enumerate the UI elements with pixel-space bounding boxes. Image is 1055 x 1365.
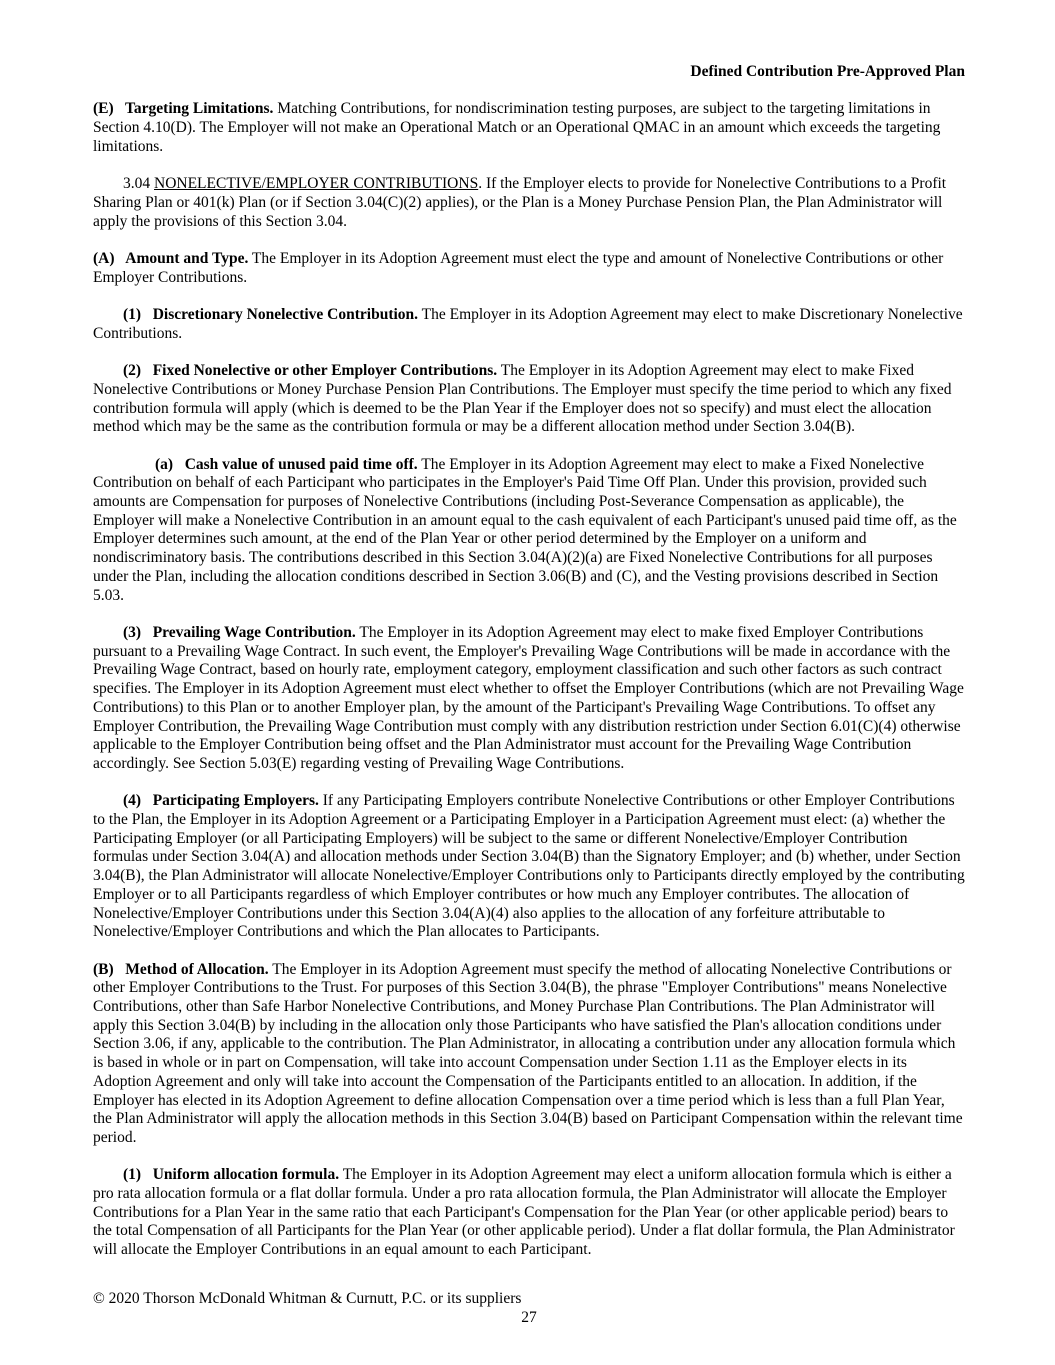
paragraph-a4-heading: (4) Participating Employers. bbox=[123, 792, 319, 810]
paragraph-a2-heading: (2) Fixed Nonelective or other Employer Contributions. bbox=[123, 362, 498, 380]
page-number: 27 bbox=[521, 1309, 537, 1326]
page-footer bbox=[93, 1289, 965, 1327]
paragraph-a2-body: The Employer in its Adoption Agreement may elect to make Fixed Nonelective Contributions or Money Purchase Pension Plan Contributions. The Employer must specify the time period to which any fixed contribution formula will apply (which is deemed to be the Plan Year if the Employer does not so specify) and must elect the allocation method which may be the same as the contribution formula or may be a different allocation method under Section 3.04(B). bbox=[93, 362, 956, 436]
paragraph-a2a-heading: (a) Cash value of unused paid time off. bbox=[155, 455, 418, 473]
paragraph-b1-body: The Employer in its Adoption Agreement may elect a uniform allocation formula which is either a pro rata allocation formula or a flat dollar formula. Under a pro rata allocation formula, the Plan Administrator will allocate the Employer Contributions for a Plan Year in the same ratio that each Participant's Compensation for the Plan Year (or other applicable period) bears to the total Compensation of all Participants for the Plan Year (or other applicable period). Under a flat dollar formula, the Plan Administrator will allocate the Employer Contributions in an equal amount to each Participant. bbox=[93, 1166, 959, 1259]
paragraph-a-amount-and-type bbox=[93, 250, 965, 287]
paragraph-a1-discretionary-nonelective bbox=[93, 306, 965, 343]
paragraph-a1-body: The Employer in its Adoption Agreement may elect to make Discretionary Nonelective Contributions. bbox=[93, 306, 967, 342]
copyright-line: © 2020 Thorson McDonald Whitman & Curnutt, P.C. or its suppliers bbox=[93, 1290, 522, 1307]
paragraph-a2a-body: The Employer in its Adoption Agreement may elect to make a Fixed Nonelective Contribution on behalf of each Participant who participates in the Employer's Paid Time Off Plan. Under this provision, provided such amounts are Compensation for purposes of Nonelective Contributions (including Post-Severance Compensation as applicable), the Employer will make a Nonelective Contribution in an amount equal to the cash equivalent of each Participant's unused paid time off, as the Employer determines such amount, at the end of the Plan Year or other period determined by the Employer on a uniform and nondiscriminatory basis. The contributions described in this Section 3.04(A)(2)(a) are Fixed Nonelective Contributions for all purposes under the Plan, including the allocation conditions described in Section 3.06(B) and (C), and the Vesting provisions described in Section 5.03. bbox=[93, 455, 961, 604]
paragraph-a3-heading: (3) Prevailing Wage Contribution. bbox=[123, 623, 356, 641]
paragraph-a4-participating-employers bbox=[93, 792, 969, 942]
paragraph-e-heading: (E) Targeting Limitations. bbox=[93, 100, 274, 118]
paragraph-b-method-of-allocation bbox=[93, 961, 965, 1148]
paragraph-b-body: The Employer in its Adoption Agreement must specify the method of allocating Nonelective Contributions or other Employer Contributions to the Trust. For purposes of this Section 3.04(B), the phrase "Employer Contributions" means Nonelective Contributions, other than Safe Harbor Nonelective Contributions, and Money Purchase Plan Contributions. The Plan Administrator will apply this Section 3.04(B) by including in the allocation only those Participants who have satisfied the Plan's allocation conditions under Section 3.06, if any, applicable to the contribution. The Plan Administrator, in allocating a contribution under any allocation formula which is based in whole or in part on Compensation, will take into account Compensation under Section 1.11 as the Employer elects in its Adoption Agreement and only will take into account the Compensation of the Participants entitled to an allocation. In addition, if the Employer has elected in its Adoption Agreement to define allocation Compensation over a time period which is less than a full Plan Year, the Plan Administrator will apply the allocation methods in this Section 3.04(B) based on Participant Compensation within the relevant time period. bbox=[93, 960, 967, 1146]
paragraph-e-body: Matching Contributions, for nondiscrimination testing purposes, are subject to the targeting limitations in Section 4.10(D). The Employer will not make an Operational Match or an Operational QMAC in an amount which exceeds the targeting limitations. bbox=[93, 100, 945, 155]
paragraph-a-body: The Employer in its Adoption Agreement must elect the type and amount of Nonelective Contributions or other Employer Contributions. bbox=[93, 249, 948, 286]
paragraph-a4-body: If any Participating Employers contribute Nonelective Contributions or other Employer Contributions to the Plan, the Employer in its Adoption Agreement or a Participating Employer in a Participation Agreement must elect: (a) whether the Participating Employer (or all Participating Employers) will be subject to the same or different Nonelective/Employer Contribution formulas under Section 3.04(A) and allocation methods under Section 3.04(B) than the Signatory Employer; and (b) whether, under Section 3.04(B), the Plan Administrator will allocate Nonelective/Employer Contributions only to Participants directly employed by the contributing Employer or to all Participants regardless of which Employer contributes or how much any Employer contributes. The allocation of Nonelective/Employer Contributions under this Section 3.04(A)(4) also applies to the allocation of any forfeiture attributable to Nonelective/Employer Contributions and which the Plan allocates to Participants. bbox=[93, 792, 969, 941]
page-header-title: Defined Contribution Pre-Approved Plan bbox=[690, 63, 965, 80]
paragraph-3-04-nonelective-employer-contributions bbox=[93, 175, 965, 231]
paragraph-b-heading: (B) Method of Allocation. bbox=[93, 960, 269, 978]
paragraph-3-04-body: . If the Employer elects to provide for Nonelective Contributions to a Profit Sharing Plan or 401(k) Plan (or if Section 3.04(C)(2) applies), or the Plan is a Money Purchase Pension Plan, the Plan Administrator will apply the provisions of this Section 3.04. bbox=[93, 175, 950, 230]
paragraph-b1-heading: (1) Uniform allocation formula. bbox=[123, 1166, 340, 1184]
paragraph-a-heading: (A) Amount and Type. bbox=[93, 249, 249, 267]
section-title-underlined: NONELECTIVE/EMPLOYER CONTRIBUTIONS bbox=[154, 175, 479, 193]
paragraph-b1-uniform-allocation-formula bbox=[93, 1166, 965, 1260]
paragraph-a2-fixed-nonelective bbox=[93, 362, 965, 437]
paragraph-a1-heading: (1) Discretionary Nonelective Contribution. bbox=[123, 306, 419, 324]
paragraph-a3-prevailing-wage bbox=[93, 623, 968, 774]
paragraph-e-targeting-limitations bbox=[93, 100, 965, 156]
paragraph-a2a-cash-value-paid-time-off bbox=[93, 456, 965, 606]
paragraph-a3-body: The Employer in its Adoption Agreement may elect to make fixed Employer Contributions pursuant to a Prevailing Wage Contract. In such event, the Employer's Prevailing Wage Contributions will be made in accordance with the Prevailing Wage Contract, based on hourly rate, employment category, employment classification and such other factors as such contract specifies. The Employer in its Adoption Agreement must elect whether to offset the Employer Contributions (which are not Prevailing Wage Contributions) to this Plan or to another Employer plan, by the amount of the Participant's Prevailing Wage Contributions. To offset any Employer Contribution, the Prevailing Wage Contribution must comply with any distribution restriction under Section 6.01(C)(4) otherwise applicable to the Employer Contribution being offset and the Plan Administrator must account for the Prevailing Wage Contribution accordingly. See Section 5.03(E) regarding vesting of Prevailing Wage Contributions. bbox=[93, 623, 968, 772]
section-number: 3.04 bbox=[123, 175, 154, 193]
